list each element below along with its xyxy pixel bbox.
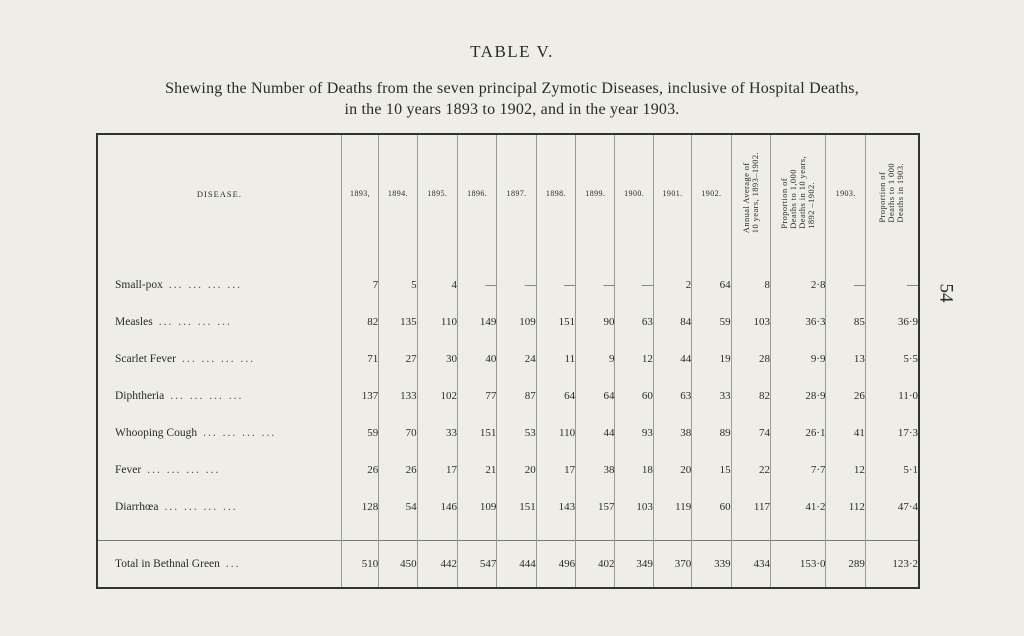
table-cell: 7·7 <box>770 451 826 488</box>
table-cell: 54 <box>379 488 417 525</box>
table-cell: 151 <box>497 488 536 525</box>
table-cell: 117 <box>731 488 770 525</box>
table-cell: 133 <box>379 377 417 414</box>
table-cell: — <box>457 252 496 303</box>
table-row <box>97 488 919 525</box>
total-cell: 153·0 <box>770 541 826 589</box>
table-cell: 4 <box>417 252 457 303</box>
total-cell: 547 <box>457 541 496 589</box>
header-year: 1901. <box>653 134 691 252</box>
table-row <box>97 252 919 303</box>
table-cell: 36·3 <box>770 303 826 340</box>
table-cell: 12 <box>826 451 865 488</box>
table-cell: 149 <box>457 303 496 340</box>
table-cell: 41·2 <box>770 488 826 525</box>
table-cell: 11·0 <box>865 377 919 414</box>
table-cell: 63 <box>615 303 653 340</box>
table-cell: 110 <box>417 303 457 340</box>
subtitle-line-2: in the 10 years 1893 to 1902, and in the year 1903. <box>344 101 680 118</box>
table-cell: 21 <box>457 451 496 488</box>
table-cell: 26 <box>379 451 417 488</box>
table-row <box>97 451 919 488</box>
table-cell: 70 <box>379 414 417 451</box>
table-cell: 2·8 <box>770 252 826 303</box>
header-year: 1895. <box>417 134 457 252</box>
header-year-1903: 1903. <box>826 134 865 252</box>
total-cell: 450 <box>379 541 417 589</box>
row-label: Whooping Cough ... ... ... ... <box>115 426 277 439</box>
row-label: Small-pox ... ... ... ... <box>115 278 243 291</box>
table-cell: 59 <box>341 414 378 451</box>
table-cell: 110 <box>536 414 575 451</box>
row-label: Scarlet Fever ... ... ... ... <box>115 352 256 365</box>
total-cell: 510 <box>341 541 378 589</box>
table-cell: 22 <box>731 451 770 488</box>
row-label: Measles ... ... ... ... <box>115 315 232 328</box>
total-cell: 339 <box>692 541 731 589</box>
table-cell: 40 <box>457 340 496 377</box>
table-cell: 20 <box>653 451 691 488</box>
table-cell: 12 <box>615 340 653 377</box>
table-title: TABLE V. <box>470 42 554 61</box>
table-cell: 5 <box>379 252 417 303</box>
zymotic-deaths-table <box>96 133 920 589</box>
table-row <box>97 340 919 377</box>
table-cell: 17·3 <box>865 414 919 451</box>
table-cell: 18 <box>615 451 653 488</box>
table-cell: 7 <box>341 252 378 303</box>
total-cell: 442 <box>417 541 457 589</box>
table-cell: 44 <box>653 340 691 377</box>
table-cell: 33 <box>417 414 457 451</box>
table-cell: — <box>826 252 865 303</box>
table-cell: — <box>865 252 919 303</box>
table-cell: 85 <box>826 303 865 340</box>
total-label: Total in Bethnal Green ... <box>97 541 341 589</box>
table-row <box>97 414 919 451</box>
table-cell: — <box>576 252 615 303</box>
table-cell: 60 <box>692 488 731 525</box>
table-cell: 26·1 <box>770 414 826 451</box>
header-row <box>97 134 919 252</box>
table-cell: 38 <box>653 414 691 451</box>
table-cell: 26 <box>341 451 378 488</box>
table-cell: 27 <box>379 340 417 377</box>
table-cell: 82 <box>731 377 770 414</box>
table-cell: — <box>497 252 536 303</box>
table-cell: 151 <box>536 303 575 340</box>
table-subtitle <box>60 78 964 120</box>
table-cell: 102 <box>417 377 457 414</box>
table-cell: 47·4 <box>865 488 919 525</box>
table-cell: 36·9 <box>865 303 919 340</box>
table-cell: 63 <box>653 377 691 414</box>
table-cell: 13 <box>826 340 865 377</box>
table-cell: 28 <box>731 340 770 377</box>
table-cell: 146 <box>417 488 457 525</box>
header-year: 1899. <box>576 134 615 252</box>
table-cell: — <box>615 252 653 303</box>
header-year: 1902. <box>692 134 731 252</box>
table-cell: 87 <box>497 377 536 414</box>
row-label: Fever ... ... ... ... <box>115 463 221 476</box>
total-cell: 349 <box>615 541 653 589</box>
total-cell: 444 <box>497 541 536 589</box>
table-cell: 19 <box>692 340 731 377</box>
table-cell: 137 <box>341 377 378 414</box>
table-cell: 2 <box>653 252 691 303</box>
table-row <box>97 303 919 340</box>
total-cell: 289 <box>826 541 865 589</box>
table-cell: 41 <box>826 414 865 451</box>
table-cell: 24 <box>497 340 536 377</box>
table-cell: 15 <box>692 451 731 488</box>
table-cell: 64 <box>536 377 575 414</box>
table-cell: 151 <box>457 414 496 451</box>
table-cell: 143 <box>536 488 575 525</box>
total-row <box>97 541 919 589</box>
header-year: 1897. <box>497 134 536 252</box>
table-cell: 135 <box>379 303 417 340</box>
table-cell: 44 <box>576 414 615 451</box>
table-cell: 157 <box>576 488 615 525</box>
header-year: 1894. <box>379 134 417 252</box>
table-cell: 109 <box>457 488 496 525</box>
table-cell: 11 <box>536 340 575 377</box>
table-cell: 5·1 <box>865 451 919 488</box>
table-cell: 89 <box>692 414 731 451</box>
total-cell: 123·2 <box>865 541 919 589</box>
subtitle-line-1: Shewing the Number of Deaths from the seven principal Zymotic Diseases, inclusive of Hospital Deaths, <box>165 80 859 97</box>
header-year: 1896. <box>457 134 496 252</box>
total-cell: 496 <box>536 541 575 589</box>
table-cell: 38 <box>576 451 615 488</box>
header-year: 1893, <box>341 134 378 252</box>
table-cell: 82 <box>341 303 378 340</box>
table-cell: 119 <box>653 488 691 525</box>
table-cell: 84 <box>653 303 691 340</box>
table-cell: 5·5 <box>865 340 919 377</box>
spacer-row <box>97 525 919 541</box>
table-cell: 59 <box>692 303 731 340</box>
table-cell: 33 <box>692 377 731 414</box>
table-cell: 60 <box>615 377 653 414</box>
table-cell: 109 <box>497 303 536 340</box>
table-cell: 20 <box>497 451 536 488</box>
header-proportion-1903: Proportion of Deaths to 1 000 Deaths in 1903. <box>865 134 919 252</box>
table-cell: 30 <box>417 340 457 377</box>
total-cell: 402 <box>576 541 615 589</box>
table-cell: 103 <box>731 303 770 340</box>
table-cell: 53 <box>497 414 536 451</box>
table-cell: 112 <box>826 488 865 525</box>
table-cell: 93 <box>615 414 653 451</box>
page-number: 54 <box>935 283 957 303</box>
table-cell: — <box>536 252 575 303</box>
header-annual-average: Annual Average of 10 years, 1893–1902. <box>731 134 770 252</box>
total-cell: 434 <box>731 541 770 589</box>
header-disease: DISEASE. <box>196 188 242 199</box>
table-cell: 77 <box>457 377 496 414</box>
table-cell: 103 <box>615 488 653 525</box>
table-cell: 74 <box>731 414 770 451</box>
table-cell: 64 <box>576 377 615 414</box>
total-cell: 370 <box>653 541 691 589</box>
table-cell: 64 <box>692 252 731 303</box>
header-proportion-10-years: Proportion of Deaths to 1,000 Deaths in 10 years, 1892 –1902. <box>770 134 826 252</box>
header-year: 1898. <box>536 134 575 252</box>
table-cell: 8 <box>731 252 770 303</box>
table-cell: 17 <box>417 451 457 488</box>
table-row <box>97 377 919 414</box>
table-cell: 28·9 <box>770 377 826 414</box>
table-cell: 26 <box>826 377 865 414</box>
table-cell: 17 <box>536 451 575 488</box>
header-year: 1900. <box>615 134 653 252</box>
table-cell: 9 <box>576 340 615 377</box>
table-cell: 128 <box>341 488 378 525</box>
table-cell: 71 <box>341 340 378 377</box>
table-cell: 90 <box>576 303 615 340</box>
row-label: Diarrhœa ... ... ... ... <box>115 500 238 513</box>
row-label: Diphtheria ... ... ... ... <box>115 389 244 402</box>
table-cell: 9·9 <box>770 340 826 377</box>
